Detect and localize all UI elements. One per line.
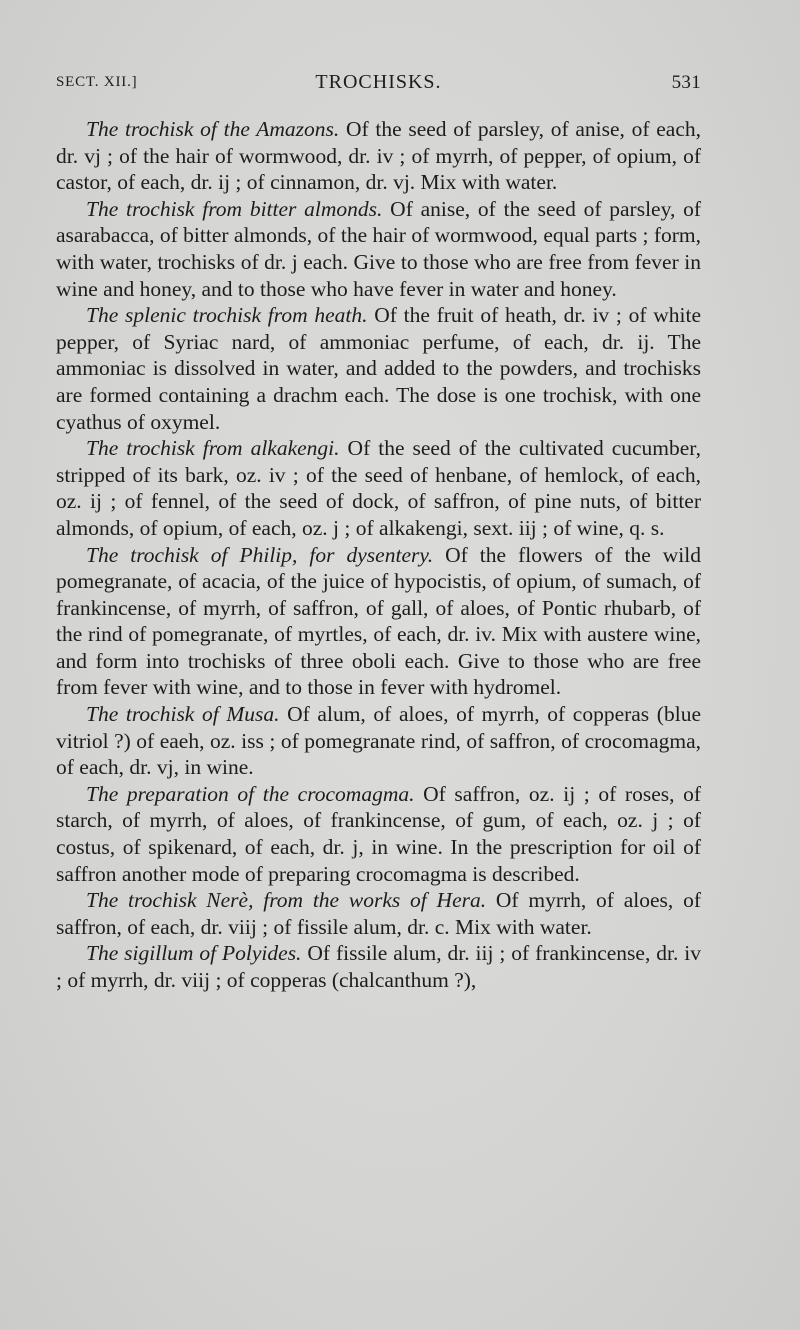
paragraph-heading: The trochisk Nerè, from the works of Hera. [86,888,487,913]
paragraph-text: Of alum, of aloes, of myrrh, of copperas (blue vitriol ?) of eaeh, oz. iss ; of pomegranate rind, of saffron, of crocomagma, of each, dr. vj, in wine. [56,702,701,780]
paragraph-heading: The splenic trochisk from heath. [86,303,368,328]
paragraph-philip [56,542,701,702]
paragraph-polyides [56,940,701,993]
paragraph-musa [56,701,701,781]
page-number: 531 [671,72,701,93]
paragraph-heading: The trochisk from bitter almonds. [86,196,383,221]
paragraph-text: Of anise, of the seed of parsley, of asarabacca, of bitter almonds, of the hair of wormwood, equal parts ; form, with water, trochisks of dr. j each. Give to those who are free from fever in wine and honey, and to those who have fever in water and honey. [56,196,701,301]
paragraph-splenic-heath [56,302,701,435]
paragraph-heading: The preparation of the crocomagma. [86,781,415,806]
section-label: SECT. XII.] [56,74,138,90]
paragraph-text: Of the seed of the cultivated cucumber, stripped of its bark, oz. iv ; of the seed of henbane, of hemlock, of each, oz. ij ; of fennel, of the seed of dock, of saffron, of pine nuts, of bitter almonds, of opium, of each, oz. j ; of alkakengi, sext. iij ; of wine, q. s. [56,436,701,540]
paragraph-bitter-almonds [56,196,701,302]
paragraph-text: Of the fruit of heath, dr. iv ; of white pepper, of Syriac nard, of ammoniac perfume, of each, dr. ij. The ammoniac is dissolved in water, and added to the powders, and trochisks are formed containing a drachm each. The dose is one trochisk, with one cyathus of oxymel. [56,303,701,434]
paragraph-amazons [56,116,701,196]
paragraph-heading: The trochisk from alkakengi. [86,436,340,461]
paragraph-heading: The trochisk of the Amazons. [86,117,340,141]
paragraph-text: Of the seed of parsley, of anise, of each, dr. vj ; of the hair of wormwood, dr. iv ; of myrrh, of pepper, of opium, of castor, of each, dr. ij ; of cinnamon, dr. vj. Mix with water. [56,117,701,195]
paragraph-text: Of fissile alum, dr. iij ; of frankincense, dr. iv ; of myrrh, dr. viij ; of copperas (chalcanthum ?), [56,941,701,992]
paragraph-heading: The trochisk of Philip, for dysentery. [86,542,434,567]
running-header [56,71,701,99]
paragraph-heading: The sigillum of Polyides. [86,941,302,966]
paragraph-text: Of saffron, oz. ij ; of roses, of starch, of myrrh, of aloes, of frankincense, of gum, of each, oz. j ; of costus, of spikenard, of each, dr. j, in wine. In the prescription for oil of saffron another mode of preparing crocomagma is described. [56,781,702,886]
body-text [56,116,701,994]
paragraph-text: Of myrrh, of aloes, of saffron, of each, dr. viij ; of fissile alum, dr. c. Mix with water. [56,888,701,939]
paragraph-crocomagma [56,781,701,887]
paragraph-nere [56,887,701,940]
paragraph-heading: The trochisk of Musa. [86,702,280,727]
paragraph-text: Of the flowers of the wild pomegranate, of acacia, of the juice of hypocistis, of opium, of sumach, of frankincense, of myrrh, of saffron, of gall, of aloes, of Pontic rhubarb, of the rind of pomegranate, of myrtles, of each, dr. iv. Mix with austere wine, and form into trochisks of three oboli each. Give to those who are free from fever with wine, and to those in fever with hydromel. [56,542,701,700]
page-title: TROCHISKS. [315,71,442,93]
paragraph-alkakengi [56,435,701,541]
